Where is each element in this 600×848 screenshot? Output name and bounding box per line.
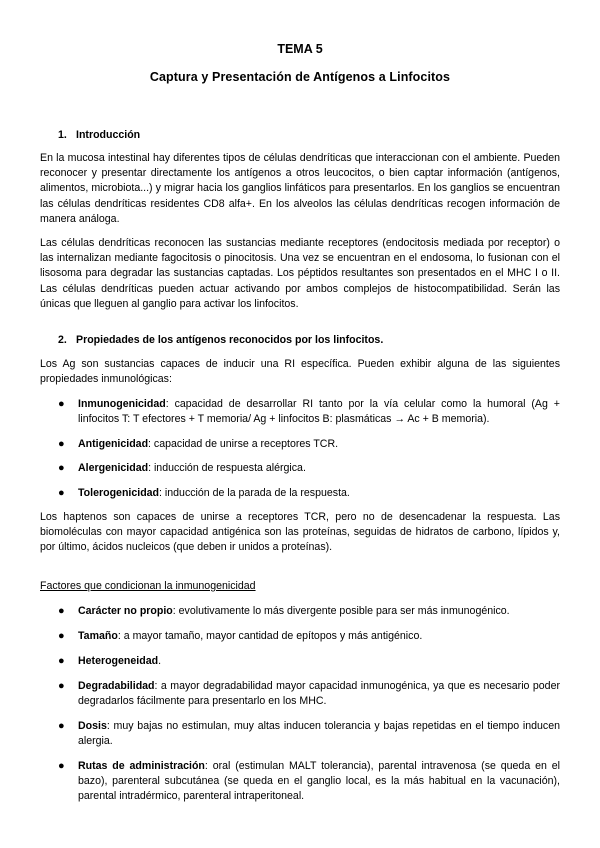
bullet-icon: ● xyxy=(58,630,65,642)
factors-heading: Factores que condicionan la inmunogenicidad xyxy=(40,580,256,592)
section-2-intro: Los Ag son sustancias capaces de inducir una RI específica. Pueden exhibir alguna de las siguientes propiedades inmunológicas: xyxy=(40,358,560,386)
property-description: : capacidad de desarrollar RI tanto por la vía celular como la humoral (Ag + linfocitos T: T efectores + T memoria/ Ag + linfocitos B: plasmáticas → Ac + B memoria). xyxy=(78,398,560,426)
property-list-item xyxy=(58,397,560,427)
property-list-item xyxy=(58,486,560,501)
section-2-title: Propiedades de los antígenos reconocidos por los linfocitos. xyxy=(76,334,384,346)
bullet-icon: ● xyxy=(58,487,65,499)
property-list-item xyxy=(58,437,560,452)
factor-list-item xyxy=(58,719,560,749)
factor-list-item xyxy=(58,654,560,669)
factor-description: : evolutivamente lo más divergente posible para ser más inmunogénico. xyxy=(172,605,510,617)
property-description: : inducción de respuesta alérgica. xyxy=(148,462,306,474)
section-2-number: 2. xyxy=(58,334,67,346)
factor-list-item xyxy=(58,629,560,644)
section-1-paragraph-1: En la mucosa intestinal hay diferentes tipos de células dendríticas que interaccionan con el ambiente. Pueden reconocer y presentar directamente los antígenos a otros leucocitos, o bien captar información (antígenos, alimentos, microbiota...) y migrar hacia los ganglios linfáticos para presentarlos. En los ganglios se encuentran las células dendríticas residentes CD8 alfa+. En los alveolos las células dendríticas recogen información de manera análoga. xyxy=(40,152,560,225)
property-description: : capacidad de unirse a receptores TCR. xyxy=(148,438,339,450)
property-description: : inducción de la parada de la respuesta. xyxy=(159,487,350,499)
factor-description: : a mayor tamaño, mayor cantidad de epítopos y más antigénico. xyxy=(117,630,423,642)
factor-description: : a mayor degradabilidad mayor capacidad inmunogénica, ya que es necesario poder degradarlos fácilmente para presentarlo en los MHC. xyxy=(78,680,560,708)
bullet-icon: ● xyxy=(58,680,65,692)
haptens-paragraph: Los haptenos son capaces de unirse a receptores TCR, pero no de desencadenar la respuesta. Las biomoléculas con mayor capacidad antigénica son las proteínas, seguidas de hidratos de carbono, lípidos y, por último, ácidos nucleicos (que deben ir unidos a proteínas). xyxy=(40,511,560,554)
section-1-number: 1. xyxy=(58,129,67,141)
document-title: TEMA 5 xyxy=(277,42,323,56)
bullet-icon: ● xyxy=(58,438,65,450)
factor-term: Rutas de administración xyxy=(78,760,205,772)
bullet-icon: ● xyxy=(58,655,65,667)
factor-term: Carácter no propio xyxy=(78,605,173,617)
factor-description: : muy bajas no estimulan, muy altas inducen tolerancia y bajas repetidas en el tiempo inducen alergia. xyxy=(78,720,560,748)
factor-list-item xyxy=(58,679,560,709)
bullet-icon: ● xyxy=(58,398,65,410)
section-1-title: Introducción xyxy=(76,129,141,141)
section-1-paragraph-2: Las células dendríticas reconocen las sustancias mediante receptores (endocitosis mediada por receptor) o las internalizan mediante fagocitosis o pinocitosis. Una vez se encuentran en el endosoma, lo fusionan con el lisosoma para degradar las sustancias captadas. Los péptidos resultantes son presentados en el MHC I o II. Las células dendríticas pueden actuar activando por ambos complejos de histocompatibilidad. Serán las únicas que lleguen al ganglio para activar los linfocitos. xyxy=(40,237,560,310)
factor-list-item xyxy=(58,759,560,805)
factor-term: Tamaño xyxy=(78,630,118,642)
property-list-item xyxy=(58,461,560,476)
property-term: Alergenicidad xyxy=(78,462,149,474)
property-term: Antigenicidad xyxy=(78,438,149,450)
bullet-icon: ● xyxy=(58,605,65,617)
document-subtitle: Captura y Presentación de Antígenos a Linfocitos xyxy=(149,70,451,84)
bullet-icon: ● xyxy=(58,720,65,732)
factor-description: : oral (estimulan MALT tolerancia), parental intravenosa (se queda en el bazo), parenteral subcutánea (se queda en el ganglio local, es la más habitual en la vacunación), parental intradérmico, parenteral intraperitoneal. xyxy=(78,760,560,803)
property-term: Inmunogenicidad xyxy=(78,398,166,410)
factor-term: Heterogeneidad xyxy=(78,655,159,667)
factor-term: Dosis xyxy=(78,720,107,732)
factor-list-item xyxy=(58,604,560,619)
section-2-heading xyxy=(58,334,383,346)
section-1-heading xyxy=(58,129,140,141)
factor-description: . xyxy=(158,655,162,667)
bullet-icon: ● xyxy=(58,462,65,474)
property-term: Tolerogenicidad xyxy=(78,487,160,499)
bullet-icon: ● xyxy=(58,760,65,772)
factor-term: Degradabilidad xyxy=(78,680,155,692)
